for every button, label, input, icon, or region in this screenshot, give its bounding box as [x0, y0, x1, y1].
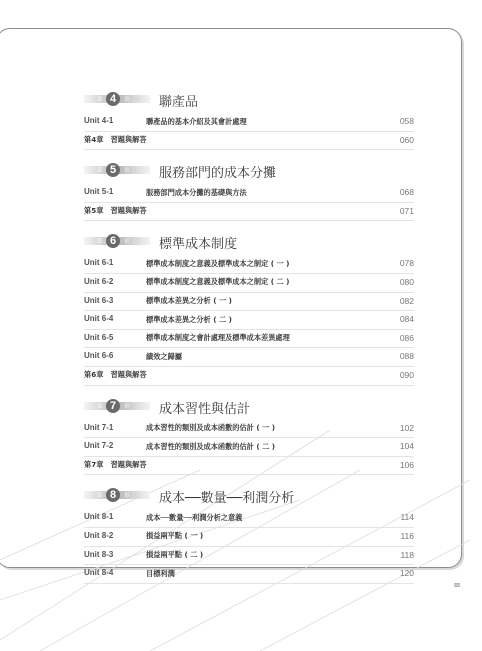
chapter-badge [84, 399, 150, 412]
unit-number: Unit 8-1 [84, 512, 114, 522]
unit-title: 標準成本差異之分析 ( 二 ) [146, 314, 232, 324]
page-ref: 082 [399, 295, 414, 306]
chapter-heading [84, 90, 414, 108]
chapter-badge [84, 92, 150, 105]
chapter-title: 標準成本制度 [159, 237, 238, 253]
review-title: 第4章 習題與解答 [84, 135, 147, 145]
chapter-badge-suffix: 章 [124, 403, 130, 410]
chapter-badge-suffix: 章 [124, 97, 130, 103]
page-ref: 080 [399, 276, 414, 287]
page-ref: 118 [400, 549, 414, 560]
page-number: III [454, 583, 460, 589]
unit-number: Unit 8-4 [84, 568, 114, 578]
unit-title: 損益兩平點 ( 二 ) [146, 550, 204, 559]
chapter-badge-suffix: 章 [124, 493, 130, 500]
page-ref: 060 [399, 134, 414, 145]
page-ref: 086 [399, 332, 414, 343]
review-title: 第5章 習題與解答 [84, 206, 147, 216]
unit-title: 損益兩平點 ( 一 ) [146, 531, 204, 541]
chapter-title: 聯產品 [159, 95, 199, 110]
toc-entry[interactable] [84, 509, 414, 528]
page-ref: 088 [399, 351, 414, 362]
toc-entry[interactable] [84, 420, 414, 439]
chapter-number: 8 [106, 488, 120, 502]
unit-title: 標準成本制度之會計處理及標準成本差異處理 [146, 333, 290, 343]
toc-entry[interactable] [84, 311, 414, 330]
toc-review-entry[interactable] [84, 132, 414, 151]
chapter-title: 服務部門的成本分攤 [159, 166, 277, 182]
toc-review-entry[interactable] [84, 203, 414, 222]
chapter-badge [84, 163, 150, 176]
toc-entry[interactable] [84, 438, 414, 457]
chapter-badge [84, 234, 150, 247]
page-ref: 104 [399, 441, 414, 452]
review-title: 第7章 習題與解答 [84, 460, 147, 470]
chapter-number: 4 [106, 92, 120, 106]
chapter-badge-prefix: 第 [97, 97, 103, 103]
chapter-spacer [84, 221, 414, 232]
page-ref: 116 [400, 530, 414, 541]
chapter-spacer [84, 475, 414, 486]
unit-number: Unit 8-3 [84, 549, 114, 559]
unit-title: 標準成本制度之意義及標準成本之制定 ( 二 ) [146, 277, 290, 287]
chapter-heading [84, 232, 414, 253]
toc-entry[interactable] [84, 274, 414, 293]
unit-title: 標準成本制度之意義及標準成本之制定 ( 一 ) [146, 258, 290, 268]
unit-number: Unit 4-1 [84, 116, 114, 125]
chapter-badge-prefix: 第 [97, 239, 103, 246]
chapter-heading [84, 161, 414, 182]
unit-number: Unit 8-2 [84, 530, 114, 540]
toc-review-entry[interactable] [84, 457, 414, 476]
toc-entry[interactable] [84, 528, 414, 547]
toc-entry[interactable] [84, 293, 414, 312]
toc-entry[interactable] [84, 547, 414, 566]
page-ref: 071 [399, 205, 414, 216]
page-ref: 114 [400, 512, 414, 523]
unit-title: 標準成本差異之分析 ( 一 ) [146, 296, 232, 306]
unit-number: Unit 5-1 [84, 187, 114, 197]
review-title: 第6章 習題與解答 [84, 370, 147, 380]
chapter-badge-suffix: 章 [124, 239, 130, 246]
unit-number: Unit 7-1 [84, 422, 114, 432]
chapter-badge-prefix: 第 [97, 493, 103, 500]
toc-entry[interactable] [84, 255, 414, 274]
unit-title: 績效之歸屬 [146, 351, 182, 361]
unit-number: Unit 6-6 [84, 351, 114, 361]
page-ref: 084 [399, 314, 414, 325]
unit-title: 成本習性的類別及成本函數的估計 ( 一 ) [146, 423, 276, 433]
chapter-badge-suffix: 章 [124, 168, 130, 175]
page-ref: 120 [399, 568, 414, 579]
chapter-heading [84, 486, 414, 507]
unit-title: 目標利潤 [146, 568, 175, 578]
chapter-title: 成本習性與估計 [159, 401, 251, 417]
page-ref: 102 [399, 422, 414, 433]
chapter-number: 7 [106, 399, 120, 413]
toc-entry[interactable] [84, 565, 414, 584]
page-ref: 068 [399, 187, 414, 198]
unit-title: 成本習性的類別及成本函數的估計 ( 二 ) [146, 441, 276, 451]
unit-number: Unit 6-3 [84, 295, 114, 305]
chapter-badge-prefix: 第 [97, 168, 103, 175]
unit-number: Unit 6-2 [84, 276, 114, 286]
chapter-spacer [84, 386, 414, 397]
toc-entry[interactable] [84, 330, 414, 349]
unit-title: 成本──數量──利潤分析之意義 [146, 512, 243, 522]
chapter-heading [84, 397, 414, 415]
page-ref: 090 [399, 369, 414, 380]
unit-number: Unit 6-1 [84, 258, 114, 268]
toc-review-entry[interactable] [84, 367, 414, 386]
toc-entry[interactable] [84, 348, 414, 367]
chapter-title: 成本──數量──利潤分析 [159, 491, 295, 507]
unit-number: Unit 6-4 [84, 314, 114, 324]
unit-title: 服務部門成本分攤的基礎與方法 [146, 187, 247, 197]
unit-title: 聯產品的基本介紹及其會計處理 [146, 116, 247, 126]
chapter-number: 6 [106, 234, 120, 248]
table-of-contents [84, 90, 414, 584]
toc-entry[interactable] [84, 184, 414, 203]
chapter-spacer [84, 150, 414, 161]
unit-number: Unit 6-5 [84, 332, 114, 342]
chapter-badge [84, 488, 150, 501]
chapter-number: 5 [106, 163, 120, 177]
page-ref: 106 [399, 459, 414, 470]
toc-entry[interactable] [84, 113, 414, 132]
unit-number: Unit 7-2 [84, 441, 114, 451]
page-ref: 058 [399, 116, 414, 126]
page-ref: 078 [399, 258, 414, 269]
chapter-badge-prefix: 第 [97, 403, 103, 410]
